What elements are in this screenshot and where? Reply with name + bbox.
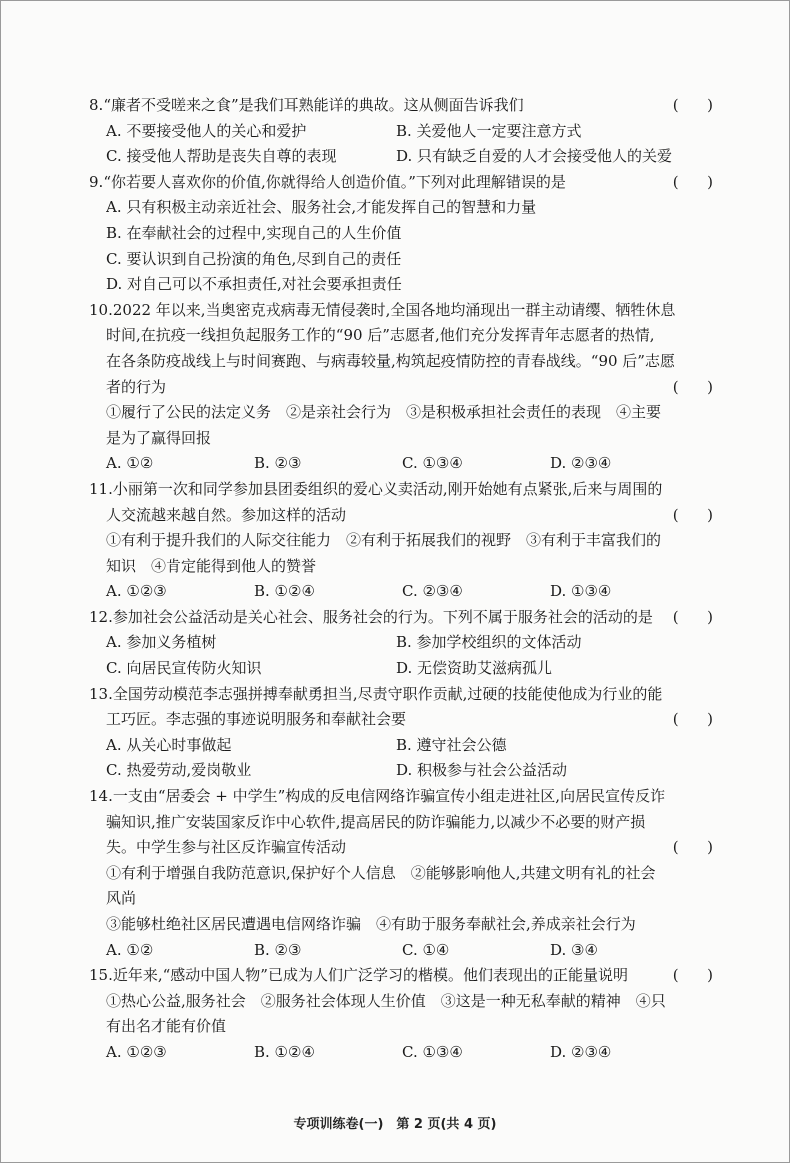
question-stem-text: 参加社会公益活动是关心社会、服务社会的行为。下列不属于服务社会的活动的是 — [112, 607, 653, 626]
question-stem-text: 在各条防疫战线上与时间赛跑、与病毒较量,构筑起疫情防控的青春战线。“90 后”志愿 — [106, 351, 675, 370]
answer-options — [89, 733, 721, 784]
option-d[interactable]: D. ②③④ — [550, 454, 612, 473]
question-12 — [89, 605, 721, 682]
option-a[interactable]: A. ①②③ — [106, 1042, 167, 1061]
answer-blank[interactable]: ( ) — [672, 710, 713, 729]
option-b[interactable]: B. ①②④ — [254, 1042, 315, 1061]
question-15 — [89, 963, 721, 1065]
question-stem-text: 小丽第一次和同学参加县团委组织的爱心义卖活动,刚开始她有点紧张,后来与周围的 — [112, 479, 663, 498]
question-stem-text: 时间,在抗疫一线担负起服务工作的“90 后”志愿者,他们充分发挥青年志愿者的热情, — [106, 326, 655, 345]
question-stem-text: 一支由“居委会 + 中学生”构成的反电信网络诈骗宣传小组走进社区,向居民宣传反诈 — [112, 787, 666, 806]
answer-blank[interactable]: ( ) — [672, 377, 713, 396]
question-stem-text: 全国劳动模范李志强拼搏奉献勇担当,尽责守职作贡献,过硬的技能使他成为行业的能 — [112, 684, 663, 703]
question-stem-line — [89, 835, 721, 861]
option-c[interactable]: C. ②③④ — [402, 582, 463, 601]
question-number: 13. — [89, 684, 113, 703]
option-b[interactable]: B. ①②④ — [254, 582, 315, 601]
option-b[interactable]: B. 在奉献社会的过程中,实现自己的人生价值 — [106, 223, 402, 242]
answer-blank[interactable]: ( ) — [672, 966, 713, 985]
question-stem-text: 者的行为 — [106, 377, 167, 396]
question-stem-line — [89, 298, 721, 324]
statement-items-line: 是为了赢得回报 — [106, 428, 212, 447]
question-stem-text: 工巧匠。李志强的事迹说明服务和奉献社会要 — [106, 710, 407, 729]
answer-blank[interactable]: ( ) — [672, 96, 713, 114]
option-b[interactable]: B. 参加学校组织的文体活动 — [396, 633, 582, 652]
statement-items-line: 风尚 — [106, 889, 137, 908]
question-stem-text: “廉者不受嗟来之食”是我们耳熟能详的典故。这从侧面告诉我们 — [103, 96, 524, 114]
option-b[interactable]: B. 关爱他人一定要注意方式 — [396, 121, 582, 140]
option-d[interactable]: D. ③④ — [550, 940, 598, 959]
question-stem-line — [89, 503, 721, 529]
statement-items-line: ①热心公益,服务社会 ②服务社会体现人生价值 ③这是一种无私奉献的精神 ④只 — [106, 991, 666, 1010]
answer-blank[interactable]: ( ) — [672, 505, 713, 524]
question-stem-text: “你若要人喜欢你的价值,你就得给人创造价值。”下列对此理解错误的是 — [103, 172, 566, 191]
option-b[interactable]: B. ②③ — [254, 454, 302, 473]
option-a[interactable]: A. 参加义务植树 — [106, 633, 217, 652]
question-10 — [89, 298, 721, 477]
question-8 — [89, 93, 721, 170]
question-number: 12. — [89, 607, 113, 626]
question-stem-line — [89, 963, 721, 989]
option-a[interactable]: A. ①②③ — [106, 582, 167, 601]
page-footer: 专项训练卷(一) 第 2 页(共 4 页) — [293, 1117, 497, 1132]
question-stem-line — [89, 323, 721, 349]
question-stem-line — [89, 810, 721, 836]
option-d[interactable]: D. ②③④ — [550, 1042, 612, 1061]
statement-items-line: ③能够杜绝社区居民遭遇电信网络诈骗 ④有助于服务奉献社会,养成亲社会行为 — [106, 915, 636, 933]
option-a[interactable]: A. ①② — [106, 940, 154, 959]
option-c[interactable]: C. 向居民宣传防火知识 — [106, 659, 262, 678]
statement-items-line: ①有利于增强自我防范意识,保护好个人信息 ②能够影响他人,共建文明有礼的社会 — [106, 863, 656, 882]
option-d[interactable]: D. 无偿资助艾滋病孤儿 — [396, 659, 553, 678]
question-stem-line — [89, 170, 721, 196]
answer-options — [89, 451, 721, 477]
statement-items-line: 知识 ④肯定能得到他人的赞誉 — [106, 556, 317, 575]
question-9 — [89, 170, 721, 298]
answer-options — [89, 195, 721, 297]
option-c[interactable]: C. ①③④ — [402, 454, 463, 473]
option-d[interactable]: D. 只有缺乏自爱的人才会接受他人的关爱 — [396, 147, 673, 166]
question-stem-line — [89, 93, 721, 119]
question-stem-text: 近年来,“感动中国人物”已成为人们广泛学习的楷模。他们表现出的正能量说明 — [112, 966, 628, 985]
question-stem-line — [89, 682, 721, 708]
statement-items-line: ①履行了公民的法定义务 ②是亲社会行为 ③是积极承担社会责任的表现 ④主要 — [106, 403, 662, 422]
question-13 — [89, 682, 721, 784]
question-stem-text: 骗知识,推广安装国家反诈中心软件,提高居民的防诈骗能力,以减少不必要的财产损 — [106, 812, 646, 831]
question-stem-line — [89, 477, 721, 503]
option-a[interactable]: A. 从关心时事做起 — [106, 735, 232, 754]
option-c[interactable]: C. 热爱劳动,爱岗敬业 — [106, 761, 252, 780]
answer-options — [89, 1040, 721, 1066]
question-stem-line — [89, 349, 721, 375]
answer-options — [89, 630, 721, 681]
statement-items-line: 有出名才能有价值 — [106, 1017, 227, 1036]
answer-options — [89, 938, 721, 964]
answer-options — [89, 119, 721, 170]
question-stem-line — [89, 605, 721, 631]
option-a[interactable]: A. 只有积极主动亲近社会、服务社会,才能发挥自己的智慧和力量 — [106, 198, 537, 217]
question-number: 8. — [89, 96, 104, 114]
answer-blank[interactable]: ( ) — [672, 607, 713, 626]
question-stem-line — [89, 784, 721, 810]
answer-blank[interactable]: ( ) — [672, 172, 713, 191]
question-number: 9. — [89, 172, 104, 191]
option-a[interactable]: A. ①② — [106, 454, 154, 473]
answer-blank[interactable]: ( ) — [672, 838, 713, 857]
option-d[interactable]: D. 对自己可以不承担责任,对社会要承担责任 — [106, 275, 402, 294]
option-c[interactable]: C. 要认识到自己扮演的角色,尽到自己的责任 — [106, 249, 402, 268]
answer-options — [89, 579, 721, 605]
option-d[interactable]: D. ①③④ — [550, 582, 612, 601]
option-a[interactable]: A. 不要接受他人的关心和爱护 — [106, 121, 307, 140]
option-b[interactable]: B. 遵守社会公德 — [396, 735, 507, 754]
question-11 — [89, 477, 721, 605]
option-d[interactable]: D. 积极参与社会公益活动 — [396, 761, 568, 780]
question-stem-line — [89, 375, 721, 401]
option-b[interactable]: B. ②③ — [254, 940, 302, 959]
question-number: 10. — [89, 300, 113, 319]
option-c[interactable]: C. 接受他人帮助是丧失自尊的表现 — [106, 147, 337, 166]
question-stem-text: 失。中学生参与社区反诈骗宣传活动 — [106, 838, 347, 857]
question-stem-line — [89, 707, 721, 733]
question-number: 14. — [89, 787, 113, 806]
question-number: 11. — [89, 479, 113, 498]
question-stem-text: 2022 年以来,当奥密克戎病毒无情侵袭时,全国各地均涌现出一群主动请缨、牺牲休息 — [112, 300, 676, 319]
statement-items-line: ①有利于提升我们的人际交往能力 ②有利于拓展我们的视野 ③有利于丰富我们的 — [106, 531, 662, 550]
question-number: 15. — [89, 966, 113, 985]
question-14 — [89, 784, 721, 963]
question-stem-text: 人交流越来越自然。参加这样的活动 — [106, 505, 347, 524]
question-list — [89, 93, 721, 1066]
option-c[interactable]: C. ①④ — [402, 940, 450, 959]
option-c[interactable]: C. ①③④ — [402, 1042, 463, 1061]
